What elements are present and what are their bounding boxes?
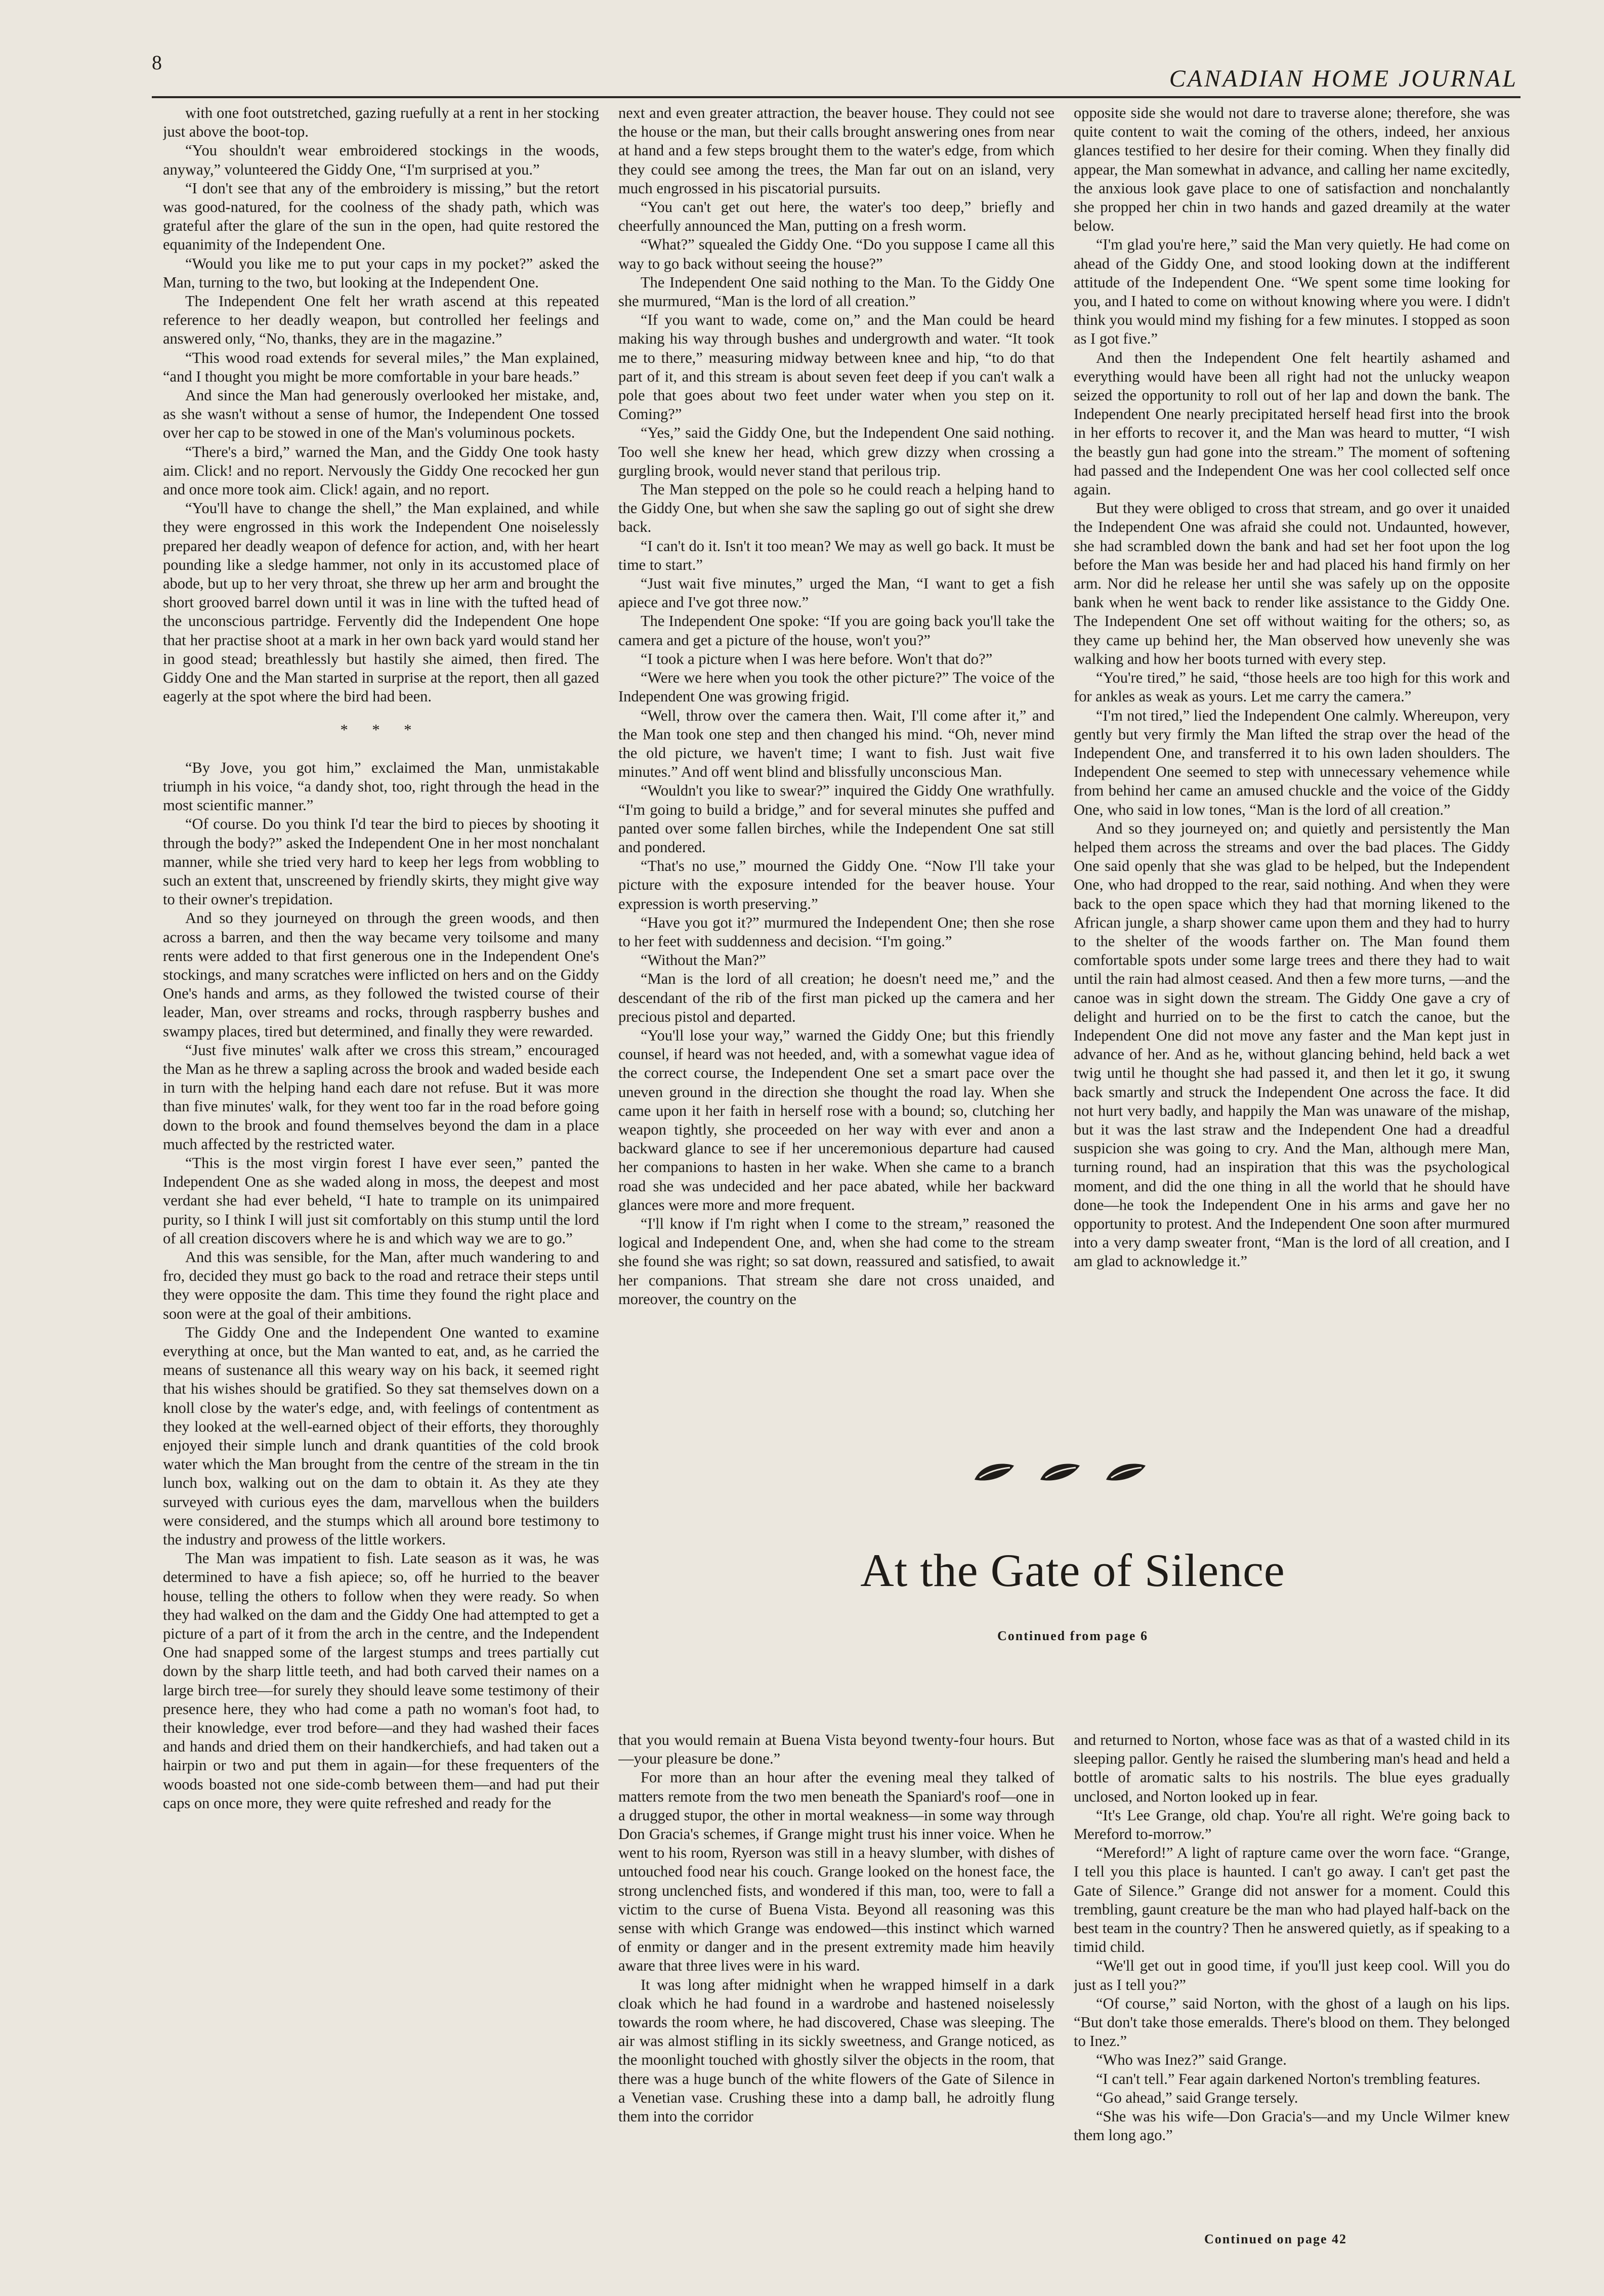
paragraph: “Who was Inez?” said Grange. (1096, 2051, 1287, 2069)
paragraph: “You'll lose your way,” warned the Giddy One; but this friendly counsel, if heard was not heeded, and, with a somewhat vague idea of the correct course, the Independent One set a smart pace over the uneven ground in the direction she thought the road lay. When she came upon it her faith in herself rose with a bound; so, clutching her weapon tightly, she proceeded on her way with ever and anon a backward glance to see if her unceremonious departure had caused her companions to hasten in her wake. When she came to a branch road she was undecided and her pace abated, while her backward glances were more and more frequent. (618, 1026, 1054, 1214)
col4-paragraphs (618, 1731, 1054, 2126)
paragraph: It was long after midnight when he wrapped himself in a dark cloak which he had found in a wardrobe and hastened noiselessly towards the room where, he had discovered, Chase was sleeping. The air was almost stifling in its sickly sweetness, and Grange noticed, as the moonlight touched with ghostly silver the objects in the room, that there was a huge bunch of the white flowers of the Gate of Silence in a Venetian vase. Crushing these into a damp ball, he adroitly flung them into the corridor (618, 1976, 1054, 2125)
fleuron-icon (1037, 1462, 1083, 1484)
paragraph: “Mereford!” A light of rapture came over the worn face. “Grange, I tell you this place is haunted. I can't go away. I can't get past the Gate of Silence.” Grange did not answer for a moment. Could this trembling, gaunt creature be the man who had played half-back on the best team in the country? Then he answered quietly, as if speaking to a timid child. (1074, 1844, 1510, 1956)
paragraph: with one foot outstretched, gazing ruefully at a rent in her stocking just above the boot-top. (163, 104, 599, 141)
paragraph: “Just wait five minutes,” urged the Man, “I want to get a fish apiece and I've got three now.” (618, 575, 1054, 611)
paragraph: The Man stepped on the pole so he could reach a helping hand to the Giddy One, but when she saw the sapling go out of sight she drew back. (618, 481, 1054, 536)
paragraph: “I took a picture when I was here before. Won't that do?” (641, 650, 993, 667)
story-column-1 (163, 104, 599, 2275)
paragraph: opposite side she would not dare to traverse alone; therefore, she was quite content to wait the coming of the others, indeed, her anxious glances testified to her desire for their coming. When they finally did appear, the Man somewhat in advance, and calling her name excitedly, the anxious look gave place to one of satisfaction and nonchalantly she propped her chin in two hands and gazed dreamily at the water below. (1074, 104, 1510, 235)
paragraph: “I'll know if I'm right when I come to the stream,” reasoned the logical and Independent One, and, when she had come to the stream she found she was right; so sat down, reassured and satisfied, to await her companions. That stream she dare not cross unaided, and moreover, the country on the (618, 1215, 1054, 1308)
paragraph: “This wood road extends for several miles,” the Man explained, “and I thought you might be more comfortable in your bare heads.” (163, 349, 599, 385)
paragraph: “Yes,” said the Giddy One, but the Independent One said nothing. Too well she knew her head, which grew dizzy when crossing a gurgling brook, would never stand that perilous trip. (618, 424, 1054, 479)
paragraph: “Wouldn't you like to swear?” inquired the Giddy One wrathfully. “I'm going to build a bridge,” and for several minutes she puffed and panted over some fallen birches, while the Independent One sat still and pondered. (618, 782, 1054, 856)
paragraph: “You shouldn't wear embroidered stockings in the woods, anyway,” volunteered the Giddy One, “I'm surprised at you.” (163, 142, 599, 178)
paragraph: But they were obliged to cross that stream, and go over it unaided the Independent One was afraid she could not. Undaunted, however, she had scrambled down the bank and had set her foot upon the log before the Man was beside her and had placed his hand firmly on her arm. Nor did he release her until she was safely up on the opposite bank when he went back to render like assistance to the Giddy One. The Independent One set off without waiting for the others; so, as they came up behind her, the Man observed how unevenly she was walking and how her boots turned with every step. (1074, 499, 1510, 667)
story-column-3 (1074, 104, 1510, 1430)
page-number: 8 (152, 51, 162, 74)
fleuron-icon (972, 1462, 1017, 1484)
paragraph: “Without the Man?” (641, 951, 766, 969)
paragraph: and returned to Norton, whose face was as that of a wasted child in its sleeping pallor. Gently he raised the slumbering man's head and held a bottle of aromatic salts to his nostrils. The blue eyes gradually unclosed, and Norton looked up in fear. (1074, 1731, 1510, 1805)
continued-from-note: Continued from page 6 (997, 1629, 1148, 1643)
paragraph: “Go ahead,” said Grange tersely. (1096, 2089, 1298, 2106)
paragraph: The Independent One said nothing to the Man. To the Giddy One she murmured, “Man is the lord of all creation.” (618, 273, 1054, 310)
header-rule (152, 96, 1521, 98)
paragraph: “I can't do it. Isn't it too mean? We may as well go back. It must be time to start.” (618, 537, 1054, 573)
paragraph: And then the Independent One felt heartily ashamed and everything would have been all right had not the unlucky weapon seized the opportunity to roll out of her lap and down the bank. The Independent One nearly precipitated herself head first into the brook in her efforts to recover it, and the Man was heard to mutter, “I wish the beastly gun had gone into the stream.” The moment of softening had passed and the Independent One was her cool collected self once again. (1074, 349, 1510, 498)
col2-paragraphs (618, 104, 1054, 1309)
paragraph: “Just five minutes' walk after we cross this stream,” encouraged the Man as he threw a sapling across the brook and waded beside each in turn with the helping hand each dare not refuse. But it was more than five minutes' walk, for they went too far in the road before going down to the brook and found themselves beyond the dam in a place much affected by the restricted water. (163, 1041, 599, 1153)
paragraph: “I can't tell.” Fear again darkened Norton's trembling features. (1096, 2070, 1481, 2088)
story-column-2 (618, 104, 1054, 1430)
paragraph: And so they journeyed on; and quietly and persistently the Man helped them across the streams and over the bad places. The Giddy One said openly that she was glad to be helped, but the Independent One, who had dropped to the rear, said nothing. And when they were back to the open space which they had that morning likened to the African jungle, a sharp shower came upon them and they had to hurry to the shelter of the woods farther on. The Man found them comfortable spots under some large trees and there they had to wait until the rain had almost ceased. And then a few more turns, —and the canoe was in sight down the stream. The Giddy One gave a cry of delight and hurried on to be the first to catch the canoe, but the Independent One did not move any faster and the Man kept just in advance of her. And as he, without glancing behind, held back a wet twig until he thought she had passed it, and then let it go, it swung back smartly and struck the Independent One across the face. It did not hurt very badly, and happily the Man was unaware of the mishap, but it was the last straw and the Independent One had a dreadful suspicion she was going to cry. And the Man, although mere Man, turning round, had an inspiration that this was the psychological moment, and did the one thing in all the world that he should have done—he took the Independent One in his arms and gave her no opportunity to protest. And the Independent One soon after murmured into a very damp sweater front, “Man is the lord of all creation, and I am glad to acknowledge it.” (1074, 819, 1510, 1270)
paragraph: “You'll have to change the shell,” the Man explained, and while they were engrossed in this work the Independent One noiselessly prepared her deadly weapon of defence for action, and, with her heart pounding like a sledge hammer, not only in its accustomed place of abode, but up to her very throat, she threw up her arm and brought the short grooved barrel down until it was in line with the tufted head of the unconscious partridge. Fervently did the Independent One hope that her practise shoot at a mark in her own back yard would stand her in good stead; breathlessly but hastily she aimed, then fired. The Giddy One and the Man started in surprise at the report, then all gazed eagerly at the spot where the bird had been. (163, 499, 599, 705)
col1b-paragraphs (163, 759, 599, 1813)
paragraph: “There's a bird,” warned the Man, and the Giddy One took hasty aim. Click! and no report. Nervously the Giddy One recocked her gun and once more took aim. Click! again, and no report. (163, 443, 599, 498)
running-head: CANADIAN HOME JOURNAL (1169, 65, 1518, 92)
paragraph: The Man was impatient to fish. Late season as it was, he was determined to have a fish apiece; so, off he hurried to the beaver house, telling the others to follow when they were ready. So when they had walked on the dam and the Giddy One had attempted to get a picture of a part of it from the arch in the centre, and the Independent One had snapped some of the largest stumps and trees partially cut down by the sharp little teeth, and had both carved their names on a large birch tree—for surely they should leave some testimony of their presence here, they who had come a path no woman's foot had, to their knowledge, ever trod before—and they had washed their faces and hands and dried them on their handkerchiefs, and had taken out a hairpin or two and put them in again—for these frequenters of the woods boasted not one side-comb between them—and had put their caps on once more, they were quite refreshed and ready for the (163, 1550, 599, 1812)
paragraph: “You can't get out here, the water's too deep,” briefly and cheerfully announced the Man, putting on a fresh worm. (618, 198, 1054, 235)
paragraph: “We'll get out in good time, if you'll just keep cool. Will you do just as I tell you?” (1074, 1957, 1510, 1993)
paragraph: “That's no use,” mourned the Giddy One. “Now I'll take your picture with the exposure intended for the beaver house. Your expression is worth preserving.” (618, 857, 1054, 912)
paragraph: “Of course,” said Norton, with the ghost of a laugh on his lips. “But don't take those emeralds. There's blood on them. They belonged to Inez.” (1074, 1994, 1510, 2050)
col3-paragraphs (1074, 104, 1510, 1271)
paragraph: The Independent One spoke: “If you are going back you'll take the camera and get a picture of the house, won't you?” (618, 612, 1054, 649)
story2-column-2 (1074, 1731, 1510, 2232)
paragraph: “Well, throw over the camera then. Wait, I'll come after it,” and the Man took one step and then changed his mind. “Oh, never mind the old picture, we haven't time; I want to fish. Just wait five minutes.” And off went blind and blissfully unconscious Man. (618, 706, 1054, 781)
paragraph: “If you want to wade, come on,” and the Man could be heard making his way through bushes and undergrowth and water. “It took me to there,” measuring midway between knee and hip, “to do that part of it, and this stream is about seven feet deep if you can't walk a pole that goes about two feet under water when you step on it. Coming?” (618, 311, 1054, 423)
col1-paragraphs (163, 104, 599, 706)
section-break-stars: * * * (340, 721, 422, 738)
paragraph: And so they journeyed on through the green woods, and then across a barren, and then the way became very toilsome and many rents were added to that first generous one in the Independent One's stockings, and many scratches were inflicted on hers and on the Giddy One's hands and arms, as they followed the twisted course of their leader, Man, over streams and rocks, through raspberry bushes and swampy places, tired but determined, and finally they were rewarded. (163, 909, 599, 1040)
paragraph: “It's Lee Grange, old chap. You're all right. We're going back to Mereford to-morrow.” (1074, 1806, 1510, 1843)
paragraph: “Have you got it?” murmured the Independent One; then she rose to her feet with suddenness and decision. “I'm going.” (618, 913, 1054, 950)
paragraph: The Independent One felt her wrath ascend at this repeated reference to her deadly weapon, but controlled her feelings and answered only, “No, thanks, they are in the magazine.” (163, 293, 599, 348)
paragraph: “I don't see that any of the embroidery is missing,” but the retort was good-natured, for the coolness of the shady path, which was grateful after the glare of the sun in the open, had quite restored the equanimity of the Independent One. (163, 179, 599, 254)
story2-column-1 (618, 1731, 1054, 2196)
paragraph: The Giddy One and the Independent One wanted to examine everything at once, but the Man wanted to eat, and, as he carried the means of sustenance all this weary way on his back, it seemed right that his wishes should be gratified. So they sat themselves down on a knoll close by the water's edge, and, with feelings of contentment as they looked at the well-earned object of their efforts, they thoroughly enjoyed their simple lunch and drank quantities of the cold brook water which the Man brought from the centre of the stream in the tin lunch box, walking out on the dam to obtain it. As they ate they surveyed with curious eyes the dam, marvellous when the builders were considered, and the stumps which all around bore testimony to the industry and prowess of the little workers. (163, 1323, 599, 1549)
paragraph: next and even greater attraction, the beaver house. They could not see the house or the man, but their calls brought answering ones from near at hand and a few steps brought them to the water's edge, from which they could see among the trees, the Man far out on an island, very much engrossed in his piscatorial pursuits. (618, 104, 1054, 197)
paragraph: “Man is the lord of all creation; he doesn't need me,” and the descendant of the rib of the first man picked up the camera and her precious pistol and departed. (618, 970, 1054, 1025)
paragraph: And since the Man had generously overlooked her mistake, and, as she wasn't without a sense of humor, the Independent One tossed over her cap to be stowed in one of the Man's voluminous pockets. (163, 387, 599, 442)
ornament-divider (972, 1462, 1149, 1484)
paragraph: “I'm glad you're here,” said the Man very quietly. He had come on ahead of the Giddy One, and stood looking down at the indifferent attitude of the Independent One. “We spent some time looking for you, and I hated to come on without knowing where you were. I didn't think you would mind my fishing for a few minutes. I stopped as soon as I got five.” (1074, 236, 1510, 348)
col5-paragraphs (1074, 1731, 1510, 2145)
paragraph: “I'm not tired,” lied the Independent One calmly. Whereupon, very gently but very firmly the Man lifted the strap over the head of the Independent One, and transferred it to his own laden shoulders. The Independent One seemed to step with unnecessary vehemence while from behind her came an amused chuckle and the voice of the Giddy One, who said in low tones, “Man is the lord of all creation.” (1074, 706, 1510, 818)
paragraph: “By Jove, you got him,” exclaimed the Man, unmistakable triumph in his voice, “a dandy shot, too, right through the head in the most scientific manner.” (163, 759, 599, 814)
paragraph: And this was sensible, for the Man, after much wandering to and fro, decided they must go back to the road and retrace their steps until they were opposite the dam. This time they found the right place and soon were at the goal of their ambitions. (163, 1248, 599, 1322)
paragraph: “She was his wife—Don Gracia's—and my Uncle Wilmer knew them long ago.” (1074, 2108, 1510, 2144)
fleuron-icon (1103, 1462, 1149, 1484)
continued-on-note: Continued on page 42 (1204, 2232, 1347, 2246)
paragraph: “Would you like me to put your caps in my pocket?” asked the Man, turning to the two, but looking at the Independent One. (163, 255, 599, 291)
paragraph: “What?” squealed the Giddy One. “Do you suppose I came all this way to go back without seeing the house?” (618, 236, 1054, 272)
paragraph: “This is the most virgin forest I have ever seen,” panted the Independent One as she waded along in moss, the deepest and most verdant she had ever beheld, “I hate to trample on its unimpaired purity, so I think I will just sit comfortably on this stump until the lord of all creation discovers where he is and which way we are to go.” (163, 1154, 599, 1247)
paragraph: “Were we here when you took the other picture?” The voice of the Independent One was growing frigid. (618, 669, 1054, 705)
paragraph: “You're tired,” he said, “those heels are too high for this work and for ankles as weak as yours. Let me carry the camera.” (1074, 669, 1510, 705)
story-title: At the Gate of Silence (860, 1544, 1285, 1596)
paragraph: “Of course. Do you think I'd tear the bird to pieces by shooting it through the body?” asked the Independent One in her most nonchalant manner, while she tried very hard to keep her legs from wobbling to such an extent that, unscreened by friendly skirts, they might give way to their owner's trepidation. (163, 815, 599, 908)
paragraph: For more than an hour after the evening meal they talked of matters remote from the two men beneath the Spaniard's roof—one in a drugged stupor, the other in mortal weakness—in some way through Don Gracia's schemes, if Grange might trust his inner voice. When he went to his room, Ryerson was still in a heavy slumber, with dishes of untouched food near his couch. Grange looked on the honest face, the strong unclenched fists, and wondered if this man, too, were to fall a victim to the curse of Buena Vista. Beyond all reasoning was this sense with which Grange was endowed—this instinct which warned of enmity or danger and in the present extremity made him heavily aware that three lives were in his ward. (618, 1769, 1054, 1975)
paragraph: that you would remain at Buena Vista beyond twenty-four hours. But—your pleasure be done.” (618, 1731, 1054, 1768)
